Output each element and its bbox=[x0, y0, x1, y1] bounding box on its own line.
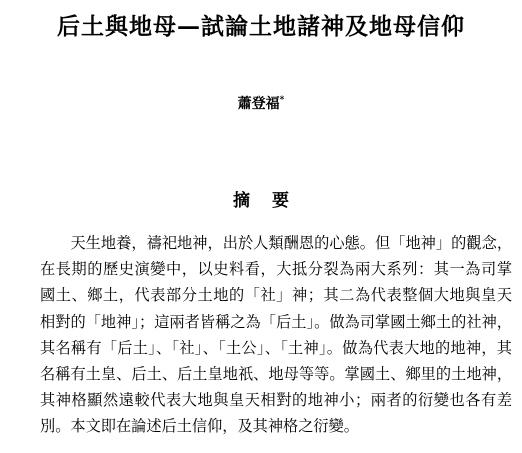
abstract-line: 別。本文即在論述后土信仰，及其神格之衍變。 bbox=[40, 417, 359, 436]
abstract-body bbox=[40, 230, 512, 440]
abstract-line: 在長期的歷史演變中，以史料看，大抵分裂為兩大系列：其一為司掌 bbox=[40, 260, 512, 279]
abstract-line: 天生地養，禱祀地神，出於人類酬恩的心態。但「地神」的觀念， bbox=[40, 234, 512, 252]
abstract-heading: 摘要 bbox=[233, 191, 311, 211]
abstract-line: 相對的「地神」；這兩者皆稱之為「后土」。做為司掌國土鄉土的社神， bbox=[40, 312, 512, 331]
paper-title: 后土與地母—試論土地諸神及地母信仰 bbox=[57, 13, 465, 40]
author-name: 蕭登福 bbox=[237, 96, 280, 112]
abstract-line: 其神格顯然遠較代表大地與皇天相對的地神小；兩者的衍變也各有差 bbox=[40, 391, 512, 410]
abstract-line: 名稱有土皇、后土、后土皇地祇、地母等等。掌國土、鄉里的土地神， bbox=[40, 364, 512, 383]
author-footnote-mark: * bbox=[279, 95, 285, 106]
abstract-line: 國土、鄉土，代表部分土地的「社」神；其二為代表整個大地與皇天 bbox=[40, 286, 512, 305]
abstract-line: 其名稱有「后土」、「社」、「土公」、「土神」。做為代表大地的地神，其 bbox=[40, 338, 512, 357]
author-line bbox=[0, 93, 522, 113]
